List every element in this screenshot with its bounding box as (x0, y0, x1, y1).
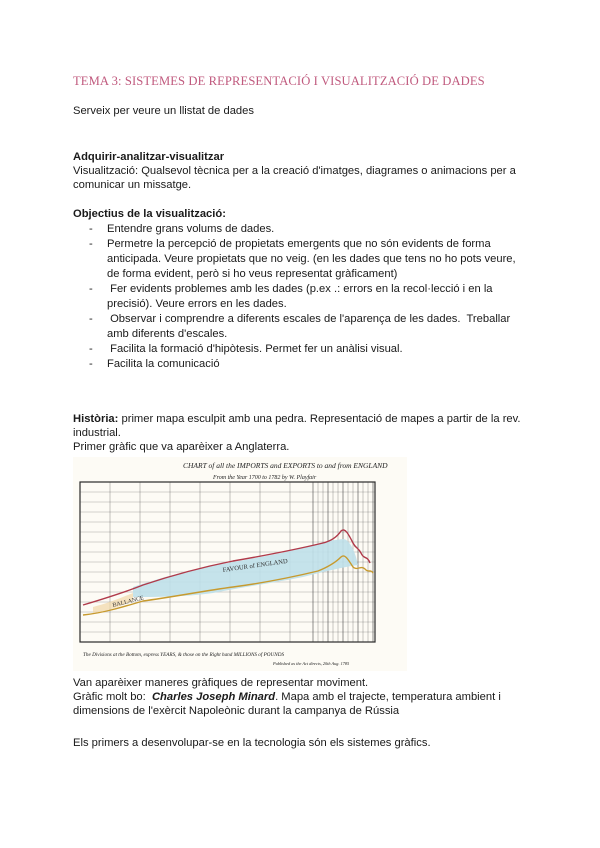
historia-text: primer mapa esculpit amb una pedra. Representació de mapes a partir de la rev. (118, 413, 521, 425)
balance-label: BALLANCE (112, 595, 145, 609)
minard-line2: dimensions de l'exèrcit Napoleònic durant la campanya de Rússia (73, 705, 400, 717)
list-item (73, 222, 527, 237)
chart-footer-right: Published as the Act directs, 20th Aug. 1785 (273, 661, 350, 666)
list-item-line: anticipada. Veure propietats que no veig. (en les dades que tens no ho pots veure, (107, 253, 516, 265)
band-label: FAVOUR of ENGLAND (222, 557, 289, 574)
list-item-line: Facilita la formació d'hipòtesis. Permet fer un anàlisi visual. (107, 343, 403, 355)
historia-heading: Història: (73, 413, 119, 425)
section-heading-adquirir: Adquirir-analitzar-visualitzar (73, 151, 225, 163)
list-item (73, 357, 527, 372)
section-heading-objectius: Objectius de la visualització: (73, 208, 226, 220)
sistemes-grafics-line: Els primers a desenvolupar-se en la tecnologia són els sistemes gràfics. (73, 737, 431, 749)
historia-line2: industrial. (73, 427, 121, 439)
dash-bullet: - (89, 313, 93, 325)
list-item-line: Permetre la percepció de propietats emergents que no són evidents de forma (107, 238, 491, 250)
moviment-line: Van aparèixer maneres gràfiques de representar moviment. (73, 677, 369, 689)
page-title: TEMA 3: SISTEMES DE REPRESENTACIÓ I VISUALITZACIÓ DE DADES (73, 74, 485, 88)
chart-footer-left: The Divisions at the Bottom, express YEARS, & those on the Right hand MILLIONS of POUNDS (83, 652, 285, 658)
minard-line (73, 690, 501, 705)
objectius-list (73, 222, 527, 372)
minard-prefix: Gràfic molt bo: (73, 691, 152, 703)
list-item-line: precisió). Veure errors en les dades. (107, 298, 287, 310)
dash-bullet: - (89, 343, 93, 355)
historia-line3: Primer gràfic que va aparèixer a Anglaterra. (73, 441, 290, 453)
playfair-chart-image (73, 457, 407, 671)
list-item-line: Facilita la comunicació (107, 358, 220, 370)
minard-suffix: . Mapa amb el trajecte, temperatura ambient i (275, 691, 501, 703)
list-item (73, 282, 527, 312)
list-item-line: Observar i comprendre a diferents escales de l'aparença de les dades. Treballar (107, 313, 511, 325)
dash-bullet: - (89, 283, 93, 295)
minard-name: Charles Joseph Minard (151, 691, 276, 703)
dash-bullet: - (89, 358, 93, 370)
list-item (73, 342, 527, 357)
list-item (73, 237, 527, 282)
chart-subtitle: From the Year 1700 to 1782 by W. Playfair (213, 475, 317, 481)
list-item-line: amb diferents d'escales. (107, 328, 228, 340)
dash-bullet: - (89, 238, 93, 250)
visualitzacio-definition-line1: Visualització: Qualsevol tècnica per a la creació d'imatges, diagrames o animacions per a (73, 165, 516, 177)
chart-title: CHART of all the IMPORTS and EXPORTS to and from ENGLAND (183, 461, 388, 470)
historia-line1 (73, 412, 521, 427)
intro-text: Serveix per veure un llistat de dades (73, 105, 254, 117)
playfair-chart-figure (73, 457, 407, 671)
list-item (73, 312, 527, 342)
list-item-line: Entendre grans volums de dades. (107, 223, 275, 235)
list-item-line: de forma evident, però si ho veus representat gràficament) (107, 268, 398, 280)
list-item-line: Fer evidents problemes amb les dades (p.ex .: errors en la recol·lecció i en la (107, 283, 493, 295)
visualitzacio-definition-line2: comunicar un missatge. (73, 179, 192, 191)
dash-bullet: - (89, 223, 93, 235)
